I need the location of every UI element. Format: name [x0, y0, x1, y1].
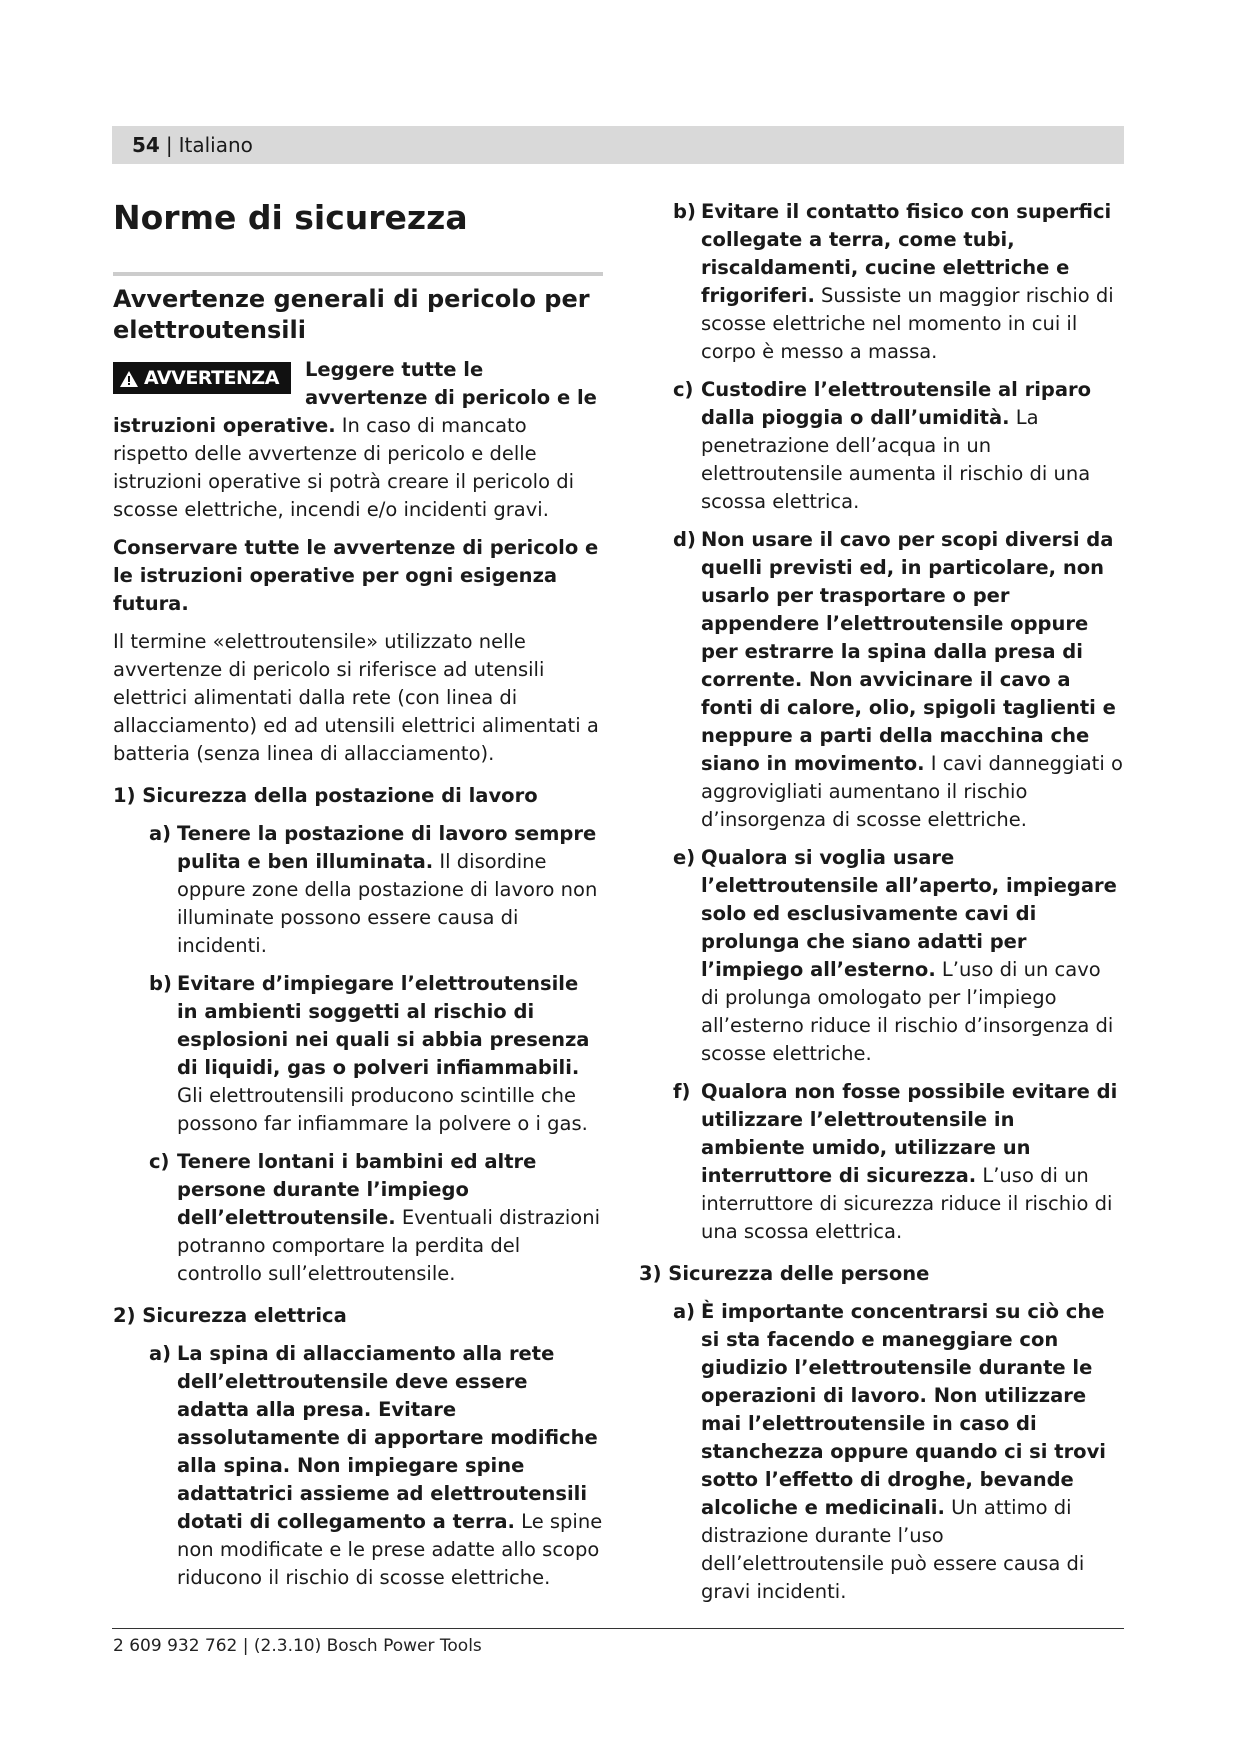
item-text: L’uso di un interruttore di sicurezza riduce il rischio di una scossa elettrica. — [701, 1164, 1113, 1243]
item-text: I cavi danneggiati o aggrovigliati aumentano il rischio d’insorgenza di scosse elettriche. — [701, 752, 1123, 831]
keep-note — [113, 534, 603, 618]
item-text: Le spine non modificate e le prese adatte allo scopo riducono il rischio di scosse elettriche. — [177, 1510, 603, 1589]
definition-paragraph: Il termine «elettroutensile» utilizzato nelle avvertenze di pericolo si riferisce ad utensili elettrici alimentati dalla rete (con linea di allacciamento) ed ad utensili elettrici alimentati a batteria (senza linea di allacciamento). — [113, 630, 599, 765]
warning-text: In caso di mancato rispetto delle avvertenze di pericolo e delle istruzioni operative si potrà creare il pericolo di scosse elettriche, incendi e/o incidenti gravi. — [113, 414, 575, 521]
list-item — [113, 1148, 603, 1288]
warning-badge — [113, 362, 291, 394]
keep-note-text: Conservare tutte le avvertenze di pericolo e le istruzioni operative per ogni esigenza futura. — [113, 536, 599, 615]
list-item — [113, 970, 603, 1138]
left-column — [113, 198, 603, 1602]
page-header — [112, 126, 1124, 164]
list-item — [113, 1340, 603, 1592]
warning-bold-text: Leggere tutte le avvertenze di pericolo e le istruzioni operative. — [113, 358, 597, 437]
item-bold: Qualora si voglia usare l’elettroutensile all’aperto, impiegare solo ed esclusivamente cavi di prolunga che siano adatti per l’impiego all’esterno. — [701, 846, 1117, 981]
page-footer: 2 609 932 762 | (2.3.10) Bosch Power Tools — [113, 1636, 482, 1656]
item-bold: La spina di allacciamento alla rete dell’elettroutensile deve essere adatta alla presa. Evitare assolutamente di apportare modifiche alla spina. Non impiegare spine adattatrici assieme ad elettroutensili dotati di collegamento a terra. — [177, 1342, 598, 1533]
item-bold: È importante concentrarsi su ciò che si sta facendo e maneggiare con giudizio l’elettroutensile durante le operazioni di lavoro. Non utilizzare mai l’elettroutensile in caso di stanchezza oppure quando ci si trovi sotto l’effetto di droghe, bevande alcoliche e medicinali. — [701, 1300, 1106, 1519]
list-item — [673, 844, 1123, 1068]
footer-divider — [112, 1628, 1124, 1629]
item-bold: Evitare d’impiegare l’elettroutensile in ambienti soggetti al rischio di esplosioni nei quali si abbia presenza di liquidi, gas o polveri infiammabili. — [177, 972, 590, 1079]
item-bold: Evitare il contatto fisico con superfici collegate a terra, come tubi, riscaldamenti, cucine elettriche e frigoriferi. — [701, 200, 1112, 307]
item-text: Il disordine oppure zone della postazione di lavoro non illuminate possono essere causa di incidenti. — [177, 850, 598, 957]
section-subtitle: Avvertenze generali di pericolo per elettroutensili — [113, 285, 590, 344]
section-title: 3) Sicurezza delle persone — [639, 1262, 930, 1285]
item-label: a) — [149, 1342, 172, 1365]
item-text: Gli elettroutensili producono scintille che possono far infiammare la polvere o i gas. — [177, 1084, 588, 1135]
item-label: c) — [673, 378, 694, 401]
section-title: 1) Sicurezza della postazione di lavoro — [113, 784, 538, 807]
list-item — [673, 1078, 1123, 1246]
item-label: d) — [673, 528, 696, 551]
item-bold: Tenere lontani i bambini ed altre persone durante l’impiego dell’elettroutensile. — [177, 1150, 537, 1229]
item-label: a) — [673, 1300, 696, 1323]
item-label: e) — [673, 846, 696, 869]
item-text: L’uso di un cavo di prolunga omologato per l’impiego all’esterno riduce il rischio d’insorgenza di scosse elettriche. — [701, 958, 1114, 1065]
section-divider — [113, 272, 603, 276]
right-column — [639, 198, 1123, 1616]
page-number: 54 — [132, 133, 160, 157]
header-separator: | — [165, 133, 173, 157]
list-item — [673, 1298, 1123, 1606]
item-bold: Tenere la postazione di lavoro sempre pulita e ben illuminata. — [177, 822, 597, 873]
item-label: c) — [149, 1150, 170, 1173]
item-text: La penetrazione dell’acqua in un elettroutensile aumenta il rischio di una scossa elettrica. — [701, 406, 1091, 513]
item-bold: Qualora non fosse possibile evitare di utilizzare l’elettroutensile in ambiente umido, utilizzare un interruttore di sicurezza. — [701, 1080, 1118, 1187]
section-title: 2) Sicurezza elettrica — [113, 1304, 347, 1327]
item-text: Sussiste un maggior rischio di scosse elettriche nel momento in cui il corpo è messo a massa. — [701, 284, 1114, 363]
item-label: f) — [673, 1080, 691, 1103]
list-item — [673, 526, 1123, 834]
item-label: b) — [149, 972, 172, 995]
item-bold: Non usare il cavo per scopi diversi da quelli previsti ed, in particolare, non usarlo per trasportare o per appendere l’elettroutensile oppure per estrarre la spina dalla presa di corrente. Non avvicinare il cavo a fonti di calore, olio, spigoli taglienti e neppure a parti della macchina che siano in movimento. — [701, 528, 1116, 775]
list-item — [673, 376, 1123, 516]
item-label: a) — [149, 822, 172, 845]
list-item — [113, 820, 603, 960]
item-label: b) — [673, 200, 696, 223]
item-text: Un attimo di distrazione durante l’uso dell’elettroutensile può essere causa di gravi incidenti. — [701, 1496, 1085, 1603]
page-title: Norme di sicurezza — [113, 198, 468, 237]
item-text: Eventuali distrazioni potranno comportare la perdita del controllo sull’elettroutensile. — [177, 1206, 601, 1285]
item-bold: Custodire l’elettroutensile al riparo dalla pioggia o dall’umidità. — [701, 378, 1092, 429]
warning-block — [113, 356, 603, 524]
header-language: Italiano — [178, 133, 253, 157]
warning-badge-label: AVVERTENZA — [144, 367, 279, 389]
list-item — [673, 198, 1123, 366]
warning-triangle-icon — [119, 370, 139, 388]
